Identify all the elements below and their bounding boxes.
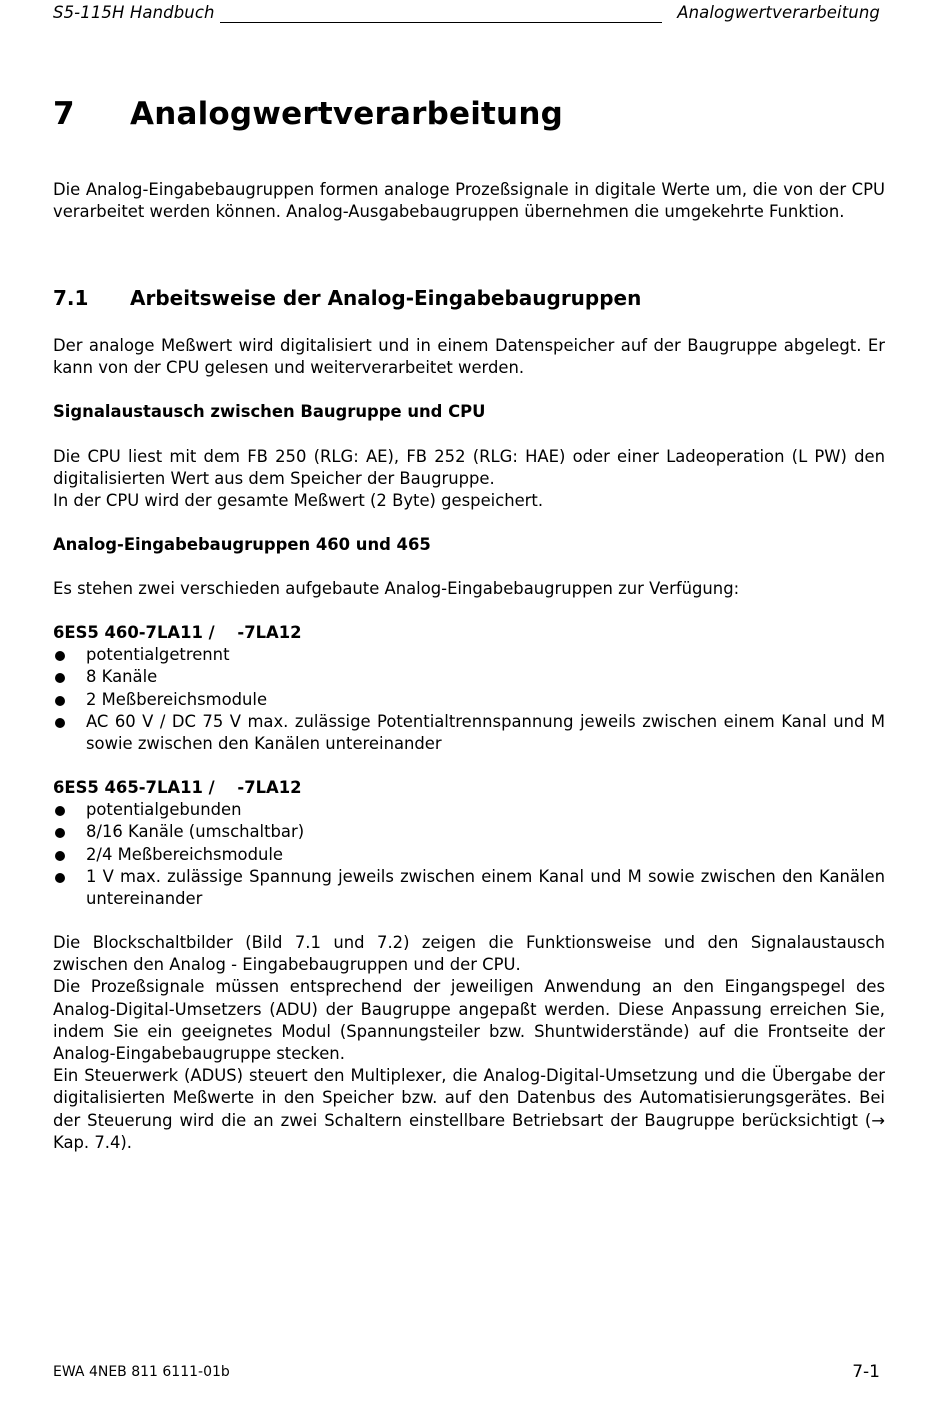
- bullet-icon: [55, 873, 65, 883]
- list-item: 2/4 Meßbereichsmodule: [53, 844, 885, 866]
- modules-intro-block: [53, 578, 885, 600]
- chapter-number: 7: [53, 96, 75, 132]
- section-intro: [53, 335, 885, 379]
- module-460-block: [53, 622, 885, 755]
- bullet-icon: [55, 718, 65, 728]
- list-item: 8 Kanäle: [53, 666, 885, 688]
- list-item: potentialgetrennt: [53, 644, 885, 666]
- signal-heading-block: [53, 401, 885, 423]
- body-paragraph-3: Ein Steuerwerk (ADUS) steuert den Multiplexer, die Analog-Digital-Umsetzung und die Übergabe der digitalisierten Meßwerte in den Speicher bzw. auf den Datenbus des Automatisierungsgerätes. Bei der Steuerung wird die an zwei Schaltern einstellbare Betriebsart der Baugruppe berücksichtigt (→ Kap. 7.4).: [53, 1066, 885, 1152]
- module-460-list: [53, 644, 885, 755]
- signal-text-block: [53, 446, 885, 513]
- section-number: 7.1: [53, 286, 89, 310]
- intro-paragraph: Die Analog-Eingabebaugruppen formen analoge Prozeßsignale in digitale Werte um, die von der CPU verarbeitet werden können. Analog-Ausgabebaugruppen übernehmen die umgekehrte Funktion.: [53, 180, 885, 222]
- modules-heading: Analog-Eingabebaugruppen 460 und 465: [53, 535, 431, 554]
- module-465-title: 6ES5 465-7LA11 / -7LA12: [53, 778, 302, 797]
- chapter-title: Analogwertverarbeitung: [130, 96, 563, 132]
- list-item: 2 Meßbereichsmodule: [53, 689, 885, 711]
- modules-heading-block: [53, 534, 885, 556]
- bullet-icon: [55, 851, 65, 861]
- section-heading: [53, 286, 641, 310]
- running-header-chapter: Analogwertverarbeitung: [677, 3, 880, 22]
- bullet-icon: [55, 651, 65, 661]
- chapter-intro: [53, 179, 885, 223]
- module-460-title: 6ES5 460-7LA11 / -7LA12: [53, 623, 302, 642]
- bullet-icon: [55, 673, 65, 683]
- body-text-block: [53, 932, 885, 1154]
- module-465-block: [53, 777, 885, 910]
- body-paragraph-1: Die Blockschaltbilder (Bild 7.1 und 7.2) zeigen die Funktionsweise und den Signalaustausch zwischen den Analog - Eingabebaugruppen und der CPU.: [53, 933, 885, 975]
- footer-document-number: EWA 4NEB 811 6111-01b: [53, 1364, 230, 1380]
- running-header-title: S5-115H Handbuch: [53, 3, 215, 22]
- section-title: Arbeitsweise der Analog-Eingabebaugruppen: [130, 286, 642, 310]
- bullet-icon: [55, 806, 65, 816]
- list-item: 1 V max. zulässige Spannung jeweils zwischen einem Kanal und M sowie zwischen den Kanälen untereinander: [53, 866, 885, 910]
- modules-intro: Es stehen zwei verschieden aufgebaute Analog-Eingabebaugruppen zur Verfügung:: [53, 579, 740, 598]
- section-intro-paragraph: Der analoge Meßwert wird digitalisiert und in einem Datenspeicher auf der Baugruppe abgelegt. Er kann von der CPU gelesen und weiterverarbeitet werden.: [53, 336, 885, 378]
- list-item: 8/16 Kanäle (umschaltbar): [53, 821, 885, 843]
- body-paragraph-2: Die Prozeßsignale müssen entsprechend der jeweiligen Anwendung an den Eingangspegel des Analog-Digital-Umsetzers (ADU) der Baugruppe angepaßt werden. Diese Anpassung erreichen Sie, indem Sie ein geeignetes Modul (Spannungsteiler bzw. Shuntwiderstände) auf die Frontseite der Analog-Eingabebaugruppe stecken.: [53, 977, 885, 1064]
- chapter-heading: [53, 96, 563, 132]
- list-item: potentialgebunden: [53, 799, 885, 821]
- bullet-icon: [55, 696, 65, 706]
- signal-paragraph-2: In der CPU wird der gesamte Meßwert (2 Byte) gespeichert.: [53, 491, 544, 511]
- signal-heading: Signalaustausch zwischen Baugruppe und CPU: [53, 402, 486, 421]
- bullet-icon: [55, 828, 65, 838]
- signal-paragraph-1: Die CPU liest mit dem FB 250 (RLG: AE), FB 252 (RLG: HAE) oder einer Ladeoperation (L PW) den digitalisierten Wert aus dem Speicher der Baugruppe.: [53, 447, 885, 489]
- list-item: AC 60 V / DC 75 V max. zulässige Potentialtrennspannung jeweils zwischen einem Kanal und M sowie zwischen den Kanälen untereinander: [53, 711, 885, 755]
- module-465-list: [53, 799, 885, 910]
- footer-page-number: 7-1: [852, 1362, 880, 1382]
- header-rule: [220, 22, 662, 23]
